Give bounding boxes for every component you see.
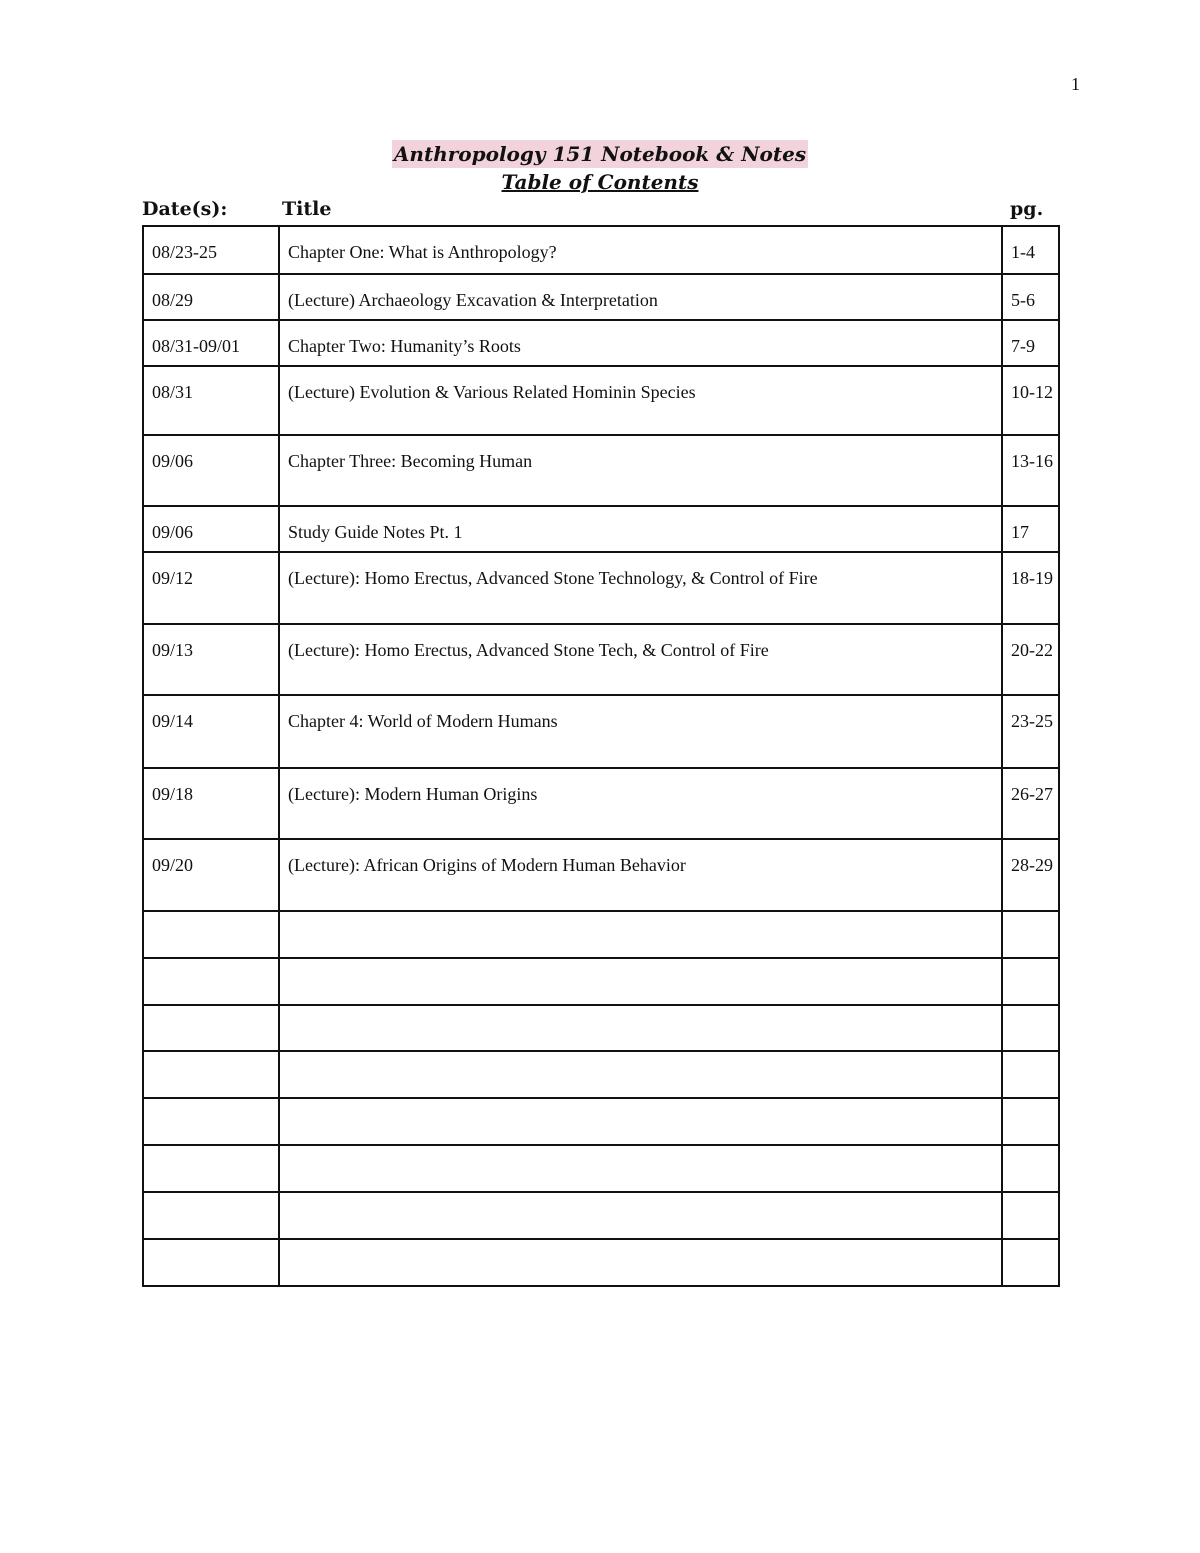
entry-title-cell — [279, 958, 1002, 1005]
entry-date-cell — [143, 1005, 279, 1051]
entry-title-cell: (Lecture): Homo Erectus, Advanced Stone Technology, & Control of Fire — [279, 552, 1002, 624]
table-row — [143, 552, 1059, 624]
entry-date-cell — [143, 911, 279, 958]
entry-title-cell — [279, 1192, 1002, 1239]
entry-date-cell — [143, 1145, 279, 1192]
entry-date-cell — [143, 958, 279, 1005]
entry-pages-cell — [1002, 958, 1059, 1005]
entry-date-cell — [143, 1051, 279, 1098]
entry-pages-cell — [1002, 1239, 1059, 1286]
entry-pages-cell — [1002, 911, 1059, 958]
document-subtitle: Table of Contents — [501, 170, 699, 194]
entry-pages-cell — [1002, 1145, 1059, 1192]
entry-title-cell: (Lecture) Archaeology Excavation & Interpretation — [279, 274, 1002, 320]
table-row — [143, 320, 1059, 366]
entry-pages-cell: 18-19 — [1002, 552, 1059, 624]
entry-date-cell: 09/12 — [143, 552, 279, 624]
entry-title-cell — [279, 1145, 1002, 1192]
table-row — [143, 624, 1059, 695]
entry-title-cell: Chapter One: What is Anthropology? — [279, 226, 1002, 274]
entry-date-cell: 08/31-09/01 — [143, 320, 279, 366]
entry-title-cell: (Lecture) Evolution & Various Related Hominin Species — [279, 366, 1002, 435]
entry-date-cell: 09/06 — [143, 435, 279, 506]
table-row — [143, 506, 1059, 552]
page-number: 1 — [1071, 74, 1080, 94]
entry-date-cell — [143, 1192, 279, 1239]
entry-title-cell: Chapter Two: Humanity’s Roots — [279, 320, 1002, 366]
table-row — [143, 839, 1059, 911]
entry-pages-cell — [1002, 1005, 1059, 1051]
entry-pages-cell: 10-12 — [1002, 366, 1059, 435]
entry-title-cell: (Lecture): African Origins of Modern Human Behavior — [279, 839, 1002, 911]
column-header-date: Date(s): — [142, 198, 228, 220]
toc-body — [143, 226, 1059, 1286]
entry-pages-cell: 17 — [1002, 506, 1059, 552]
table-row — [143, 911, 1059, 958]
entry-title-cell: Chapter Three: Becoming Human — [279, 435, 1002, 506]
table-row — [143, 1239, 1059, 1286]
table-row — [143, 274, 1059, 320]
entry-date-cell: 09/20 — [143, 839, 279, 911]
entry-pages-cell — [1002, 1192, 1059, 1239]
table-row — [143, 695, 1059, 768]
table-row — [143, 226, 1059, 274]
entry-date-cell: 08/29 — [143, 274, 279, 320]
entry-pages-cell — [1002, 1051, 1059, 1098]
entry-pages-cell — [1002, 1098, 1059, 1145]
entry-pages-cell: 23-25 — [1002, 695, 1059, 768]
table-row — [143, 958, 1059, 1005]
table-row — [143, 768, 1059, 839]
column-headers — [142, 198, 1058, 224]
table-row — [143, 366, 1059, 435]
entry-title-cell — [279, 1005, 1002, 1051]
entry-date-cell — [143, 1239, 279, 1286]
entry-title-cell: Chapter 4: World of Modern Humans — [279, 695, 1002, 768]
entry-title-cell: (Lecture): Homo Erectus, Advanced Stone Tech, & Control of Fire — [279, 624, 1002, 695]
column-header-page: pg. — [1010, 198, 1044, 220]
document-title: Anthropology 151 Notebook & Notes — [393, 142, 807, 166]
entry-title-cell: Study Guide Notes Pt. 1 — [279, 506, 1002, 552]
entry-pages-cell: 7-9 — [1002, 320, 1059, 366]
entry-title-cell — [279, 1051, 1002, 1098]
table-row — [143, 1098, 1059, 1145]
entry-pages-cell: 1-4 — [1002, 226, 1059, 274]
table-row — [143, 435, 1059, 506]
entry-date-cell — [143, 1098, 279, 1145]
entry-title-cell — [279, 1098, 1002, 1145]
table-of-contents — [142, 225, 1060, 1287]
entry-date-cell: 09/13 — [143, 624, 279, 695]
table-row — [143, 1005, 1059, 1051]
table-row — [143, 1145, 1059, 1192]
entry-pages-cell: 20-22 — [1002, 624, 1059, 695]
entry-date-cell: 09/06 — [143, 506, 279, 552]
entry-date-cell: 09/18 — [143, 768, 279, 839]
entry-date-cell: 08/23-25 — [143, 226, 279, 274]
entry-pages-cell: 13-16 — [1002, 435, 1059, 506]
table-row — [143, 1051, 1059, 1098]
table-row — [143, 1192, 1059, 1239]
entry-date-cell: 08/31 — [143, 366, 279, 435]
document-header — [0, 140, 1200, 196]
column-header-title: Title — [282, 198, 332, 220]
entry-title-cell — [279, 1239, 1002, 1286]
entry-pages-cell: 26-27 — [1002, 768, 1059, 839]
entry-date-cell: 09/14 — [143, 695, 279, 768]
entry-title-cell — [279, 911, 1002, 958]
entry-pages-cell: 5-6 — [1002, 274, 1059, 320]
entry-title-cell: (Lecture): Modern Human Origins — [279, 768, 1002, 839]
entry-pages-cell: 28-29 — [1002, 839, 1059, 911]
